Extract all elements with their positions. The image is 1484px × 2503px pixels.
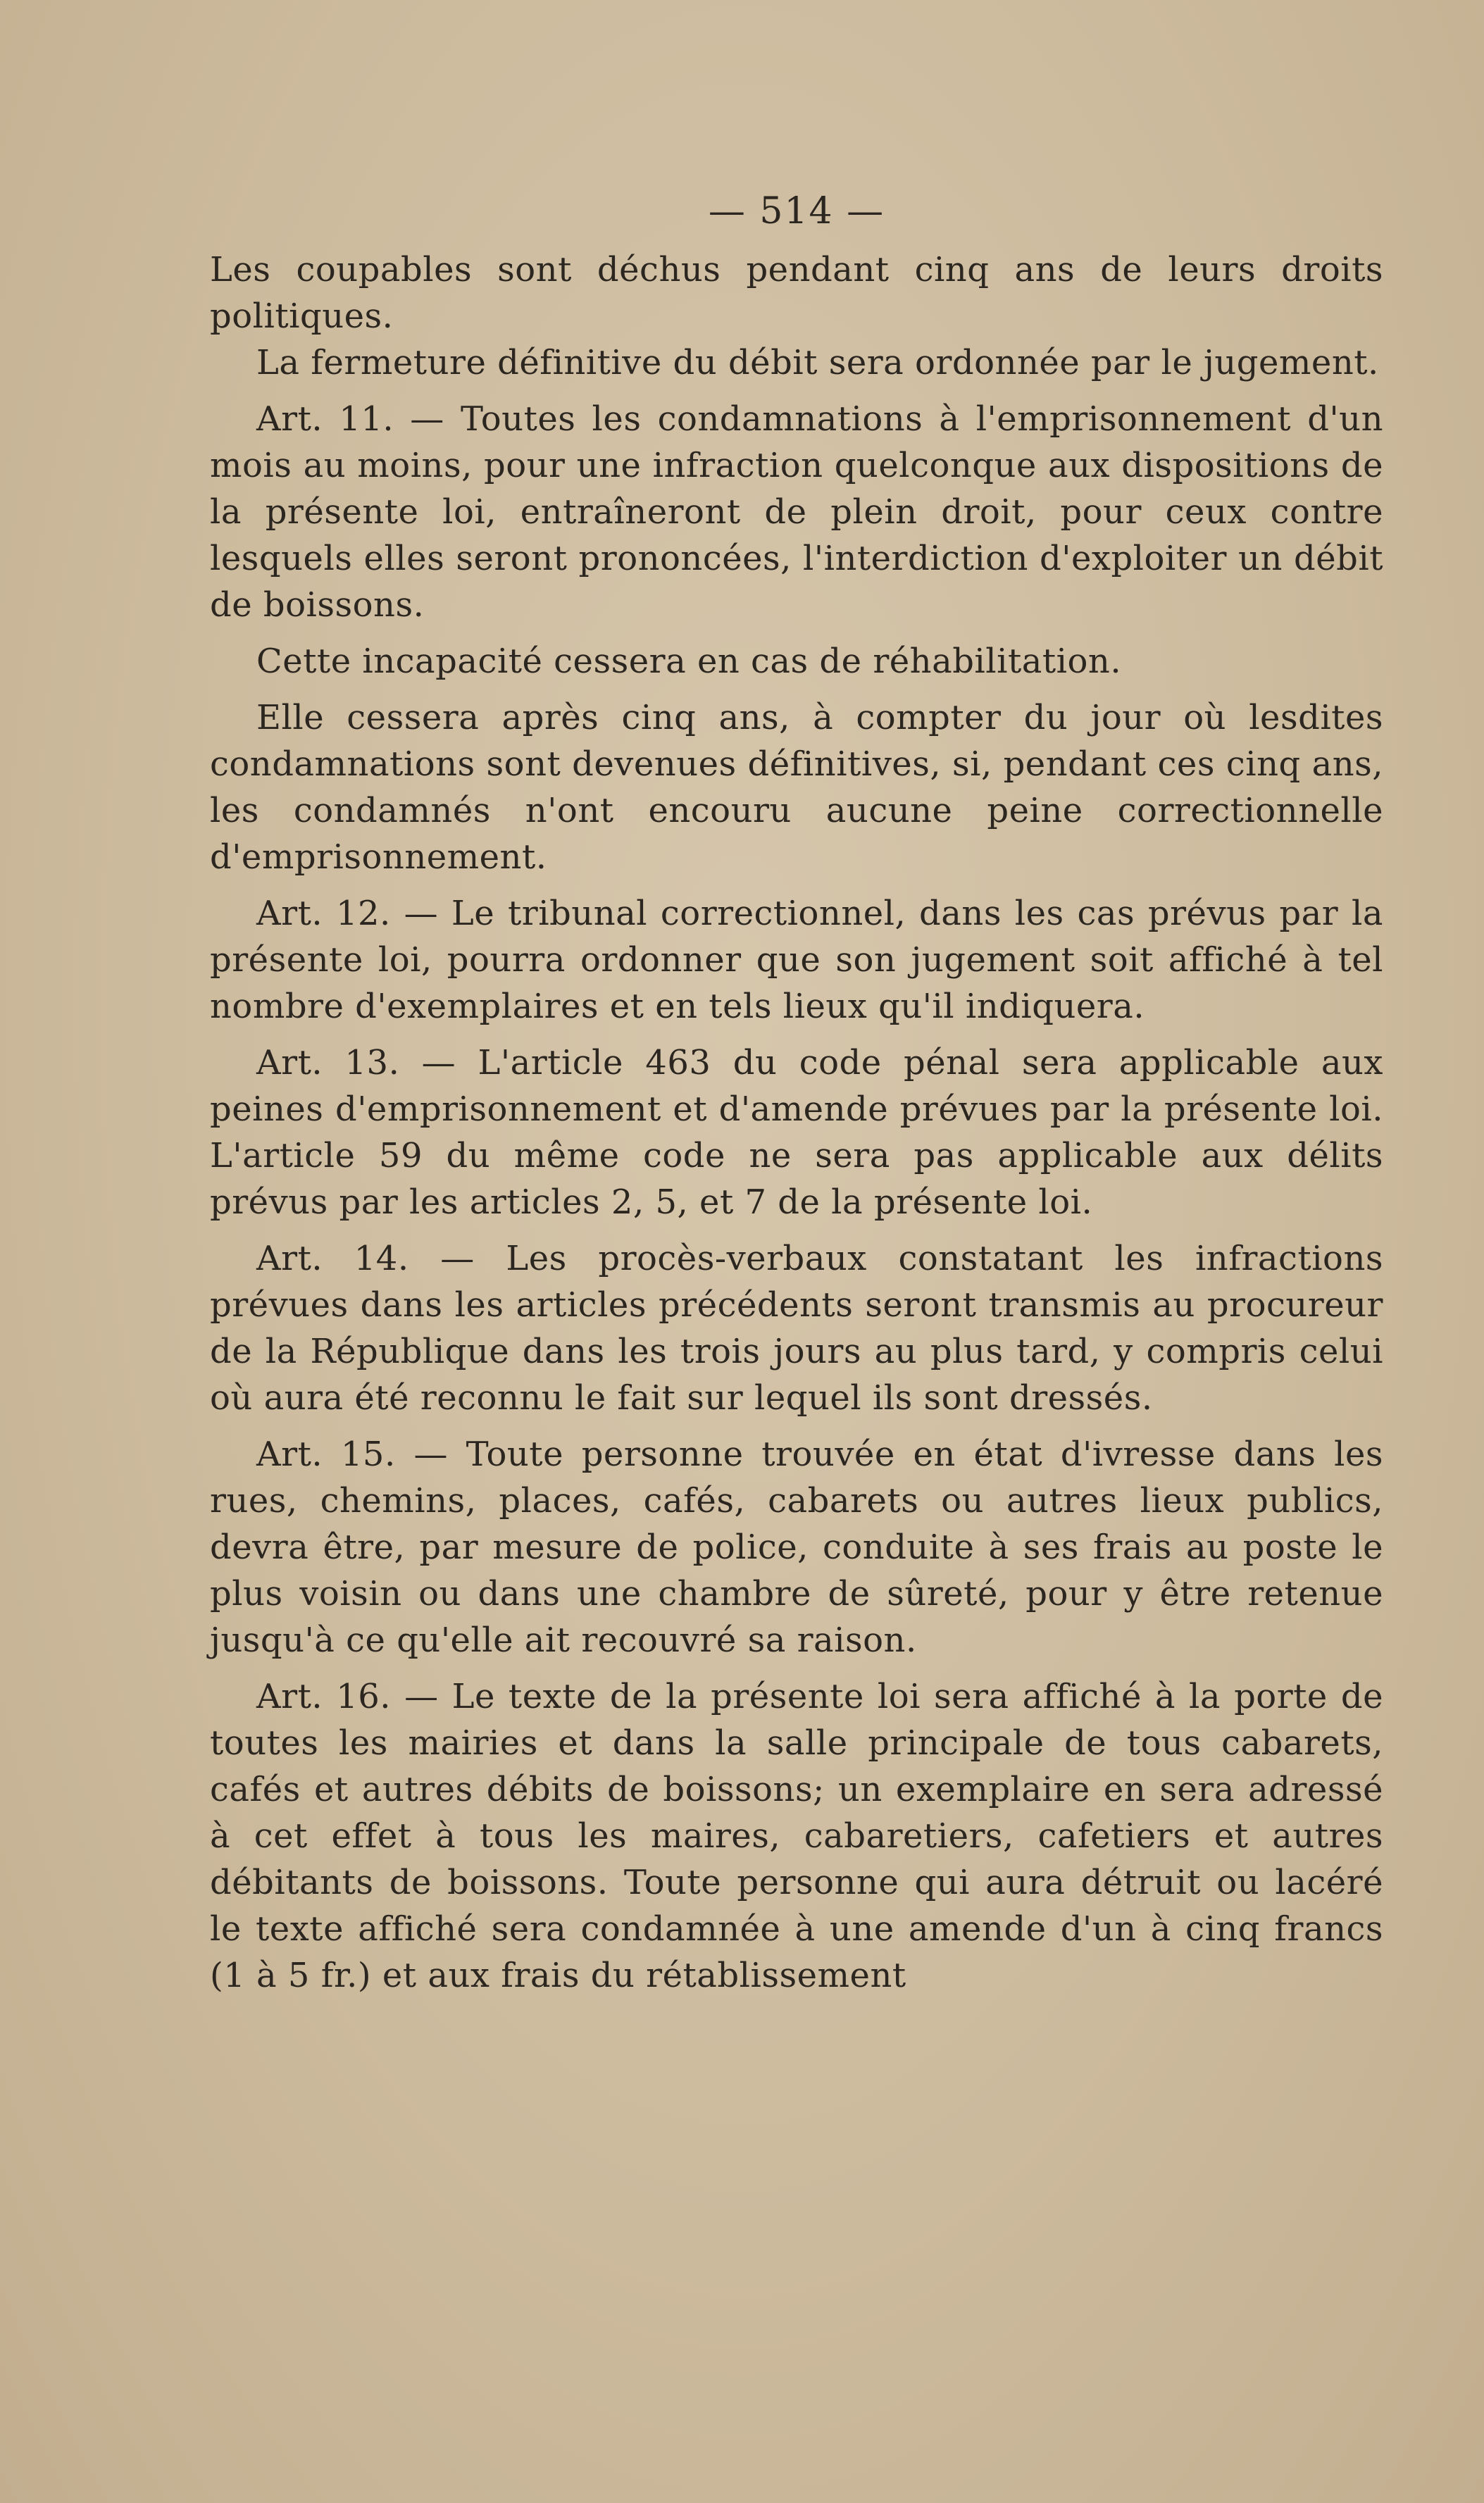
paragraph-art-16: Art. 16. — Le texte de la présente loi sera affiché à la porte de toutes les mairies et dans la salle principale de tous cabarets, cafés et autres débits de boissons; un exemplaire en sera adressé à cet effet à tous les maires, cabaretiers, cafetiers et autres débitants de boissons. Toute personne qui aura détruit ou lacéré le texte affiché sera condamnée à une amende d'un à cinq francs (1 à 5 fr.) et aux frais du rétablissement xyxy=(210,1677,1383,1995)
paragraph-art-12: Art. 12. — Le tribunal correctionnel, dans les cas prévus par la présente loi, pourra ordonner que son jugement soit affiché à tel nombre d'exemplaires et en tels lieux qu'il indiquera. xyxy=(210,894,1383,1026)
page-number: — 514 — xyxy=(708,190,885,232)
paragraph-art-11: Art. 11. — Toutes les condamnations à l'emprisonnement d'un mois au moins, pour une infraction quelconque aux dispositions de la présente loi, entraîneront de plein droit, pour ceux contre lesquels elles seront prononcées, l'interdiction d'exploiter un débit de boissons. xyxy=(210,399,1383,625)
page-text xyxy=(210,183,1383,1999)
paragraph-art-13: Art. 13. — L'article 463 du code pénal sera applicable aux peines d'emprisonnement et d'amende prévues par la présente loi. L'article 59 du même code ne sera pas applicable aux délits prévus par les articles 2, 5, et 7 de la présente loi. xyxy=(210,1043,1383,1222)
paragraph-cessera: Elle cessera après cinq ans, à compter du jour où lesdites condamnations sont devenues définitives, si, pendant ces cinq ans, les condamnés n'ont encouru aucune peine correctionnelle d'emprisonnement. xyxy=(210,698,1383,877)
paragraph-art-15: Art. 15. — Toute personne trouvée en état d'ivresse dans les rues, chemins, places, cafés, cabarets ou autres lieux publics, devra être, par mesure de police, conduite à ses frais au poste le plus voisin ou dans une chambre de sûreté, pour y être retenue jusqu'à ce qu'elle ait recouvré sa raison. xyxy=(210,1435,1383,1660)
paragraph-art-14: Art. 14. — Les procès-verbaux constatant les infractions prévues dans les articles précédents seront transmis au procureur de la République dans les trois jours au plus tard, y compris celui où aura été reconnu le fait sur lequel ils sont dressés. xyxy=(210,1239,1383,1418)
paragraph-fermeture: La fermeture définitive du débit sera ordonnée par le jugement. xyxy=(256,343,1379,382)
paragraph-incapacite: Cette incapacité cessera en cas de réhabilitation. xyxy=(256,642,1122,681)
paragraph-coupables: Les coupables sont déchus pendant cinq ans de leurs droits politiques. xyxy=(210,250,1383,336)
